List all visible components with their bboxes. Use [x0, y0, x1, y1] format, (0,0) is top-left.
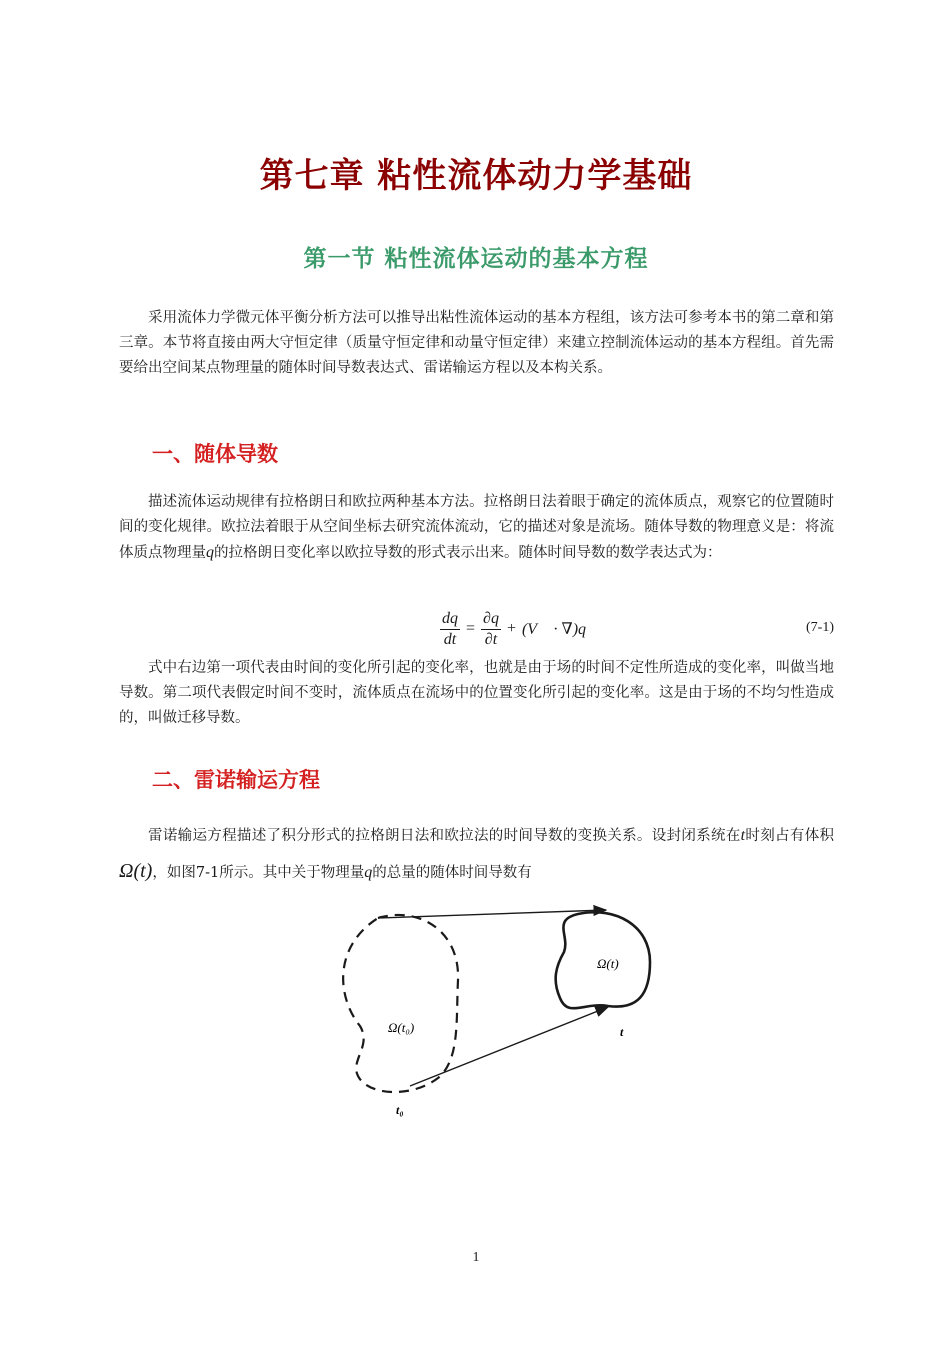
lhs-numerator: dq [440, 609, 460, 630]
material-derivative-paragraph [119, 490, 834, 566]
derivative-explanation-paragraph: 式中右边第一项代表由时间的变化所引起的变化率，也就是由于场的时间不定性所造成的变化率，叫做当地导数。第二项代表假定时间不变时，流体质点在流场中的位置变化所引起的变化率。这是由于场的不均匀性造成的，叫做迁移导数。 [119, 660, 834, 726]
figure-7-1 [320, 900, 670, 1130]
lower-pathline-arrow [410, 1007, 608, 1086]
equation-body [437, 606, 589, 652]
chapter-title: 第七章 粘性流体动力学基础 [259, 156, 693, 196]
paragraph-text: ，如图7-1所示。其中关于物理量 [152, 865, 365, 881]
paragraph-text: 的拉格朗日变化率以欧拉导数的形式表示出来。随体时间导数的数学表达式为： [214, 545, 722, 561]
rhs-fraction [481, 609, 501, 650]
paragraph-text: 的总量的随体时间导数有 [372, 865, 532, 881]
label-omega-t: Ω(t) [597, 956, 619, 971]
subsection-heading-material-derivative: 一、随体导数 [152, 441, 278, 466]
lhs-fraction [440, 609, 460, 650]
reynolds-transport-paragraph [119, 818, 834, 891]
rhs-numerator: ∂q [481, 609, 501, 630]
rhs-denominator: ∂t [484, 630, 498, 648]
intro-paragraph: 采用流体力学微元体平衡分析方法可以推导出粘性流体运动的基本方程组，该方法可参考本书的第二章和第三章。本节将直接由两大守恒定律（质量守恒定律和动量守恒定律）来建立控制流体运动的基本方程组。首先需要给出空间某点物理量的随体时间导数表达式、雷诺输运方程以及本构关系。 [119, 310, 834, 376]
t-symbol: t [740, 827, 746, 844]
plus-sign: + [506, 620, 516, 637]
region-t0-dashed-boundary [343, 915, 458, 1092]
lhs-denominator: dt [443, 630, 457, 648]
omega-t-expression: Ω(t) [119, 860, 153, 882]
q-symbol: q [364, 864, 373, 881]
convective-term: (V⃗ · ∇)q [521, 621, 587, 638]
label-t0: t₀ [396, 1103, 404, 1117]
subsection-heading-reynolds-transport: 二、雷诺输运方程 [152, 767, 320, 792]
paragraph-text: 时刻占有体积 [745, 828, 835, 844]
equals-sign: = [466, 620, 476, 637]
label-omega-t0: Ω(t₀) [388, 1020, 415, 1035]
section-title: 第一节 粘性流体运动的基本方程 [303, 245, 649, 272]
equation-label: (7-1) [806, 620, 834, 635]
q-symbol: q [206, 544, 214, 561]
page-number: 1 [472, 1250, 480, 1265]
equation-7-1 [119, 606, 834, 652]
paragraph-text: 描述流体运动规律有拉格朗日和欧拉两种基本方法。拉格朗日法着眼于确定的流体质点，观察它的位置随时间的变化规律。欧拉法着眼于从空间坐标去研究流体流动，它的描述对象是流场。随体导数的物理意义是：将流体质点物理量 [119, 494, 834, 561]
label-t: t [620, 1025, 624, 1039]
paragraph-text: 雷诺输运方程描述了积分形式的拉格朗日法和欧拉法的时间导数的变换关系。设封闭系统在 [148, 828, 741, 844]
control-volume-diagram [320, 900, 670, 1130]
